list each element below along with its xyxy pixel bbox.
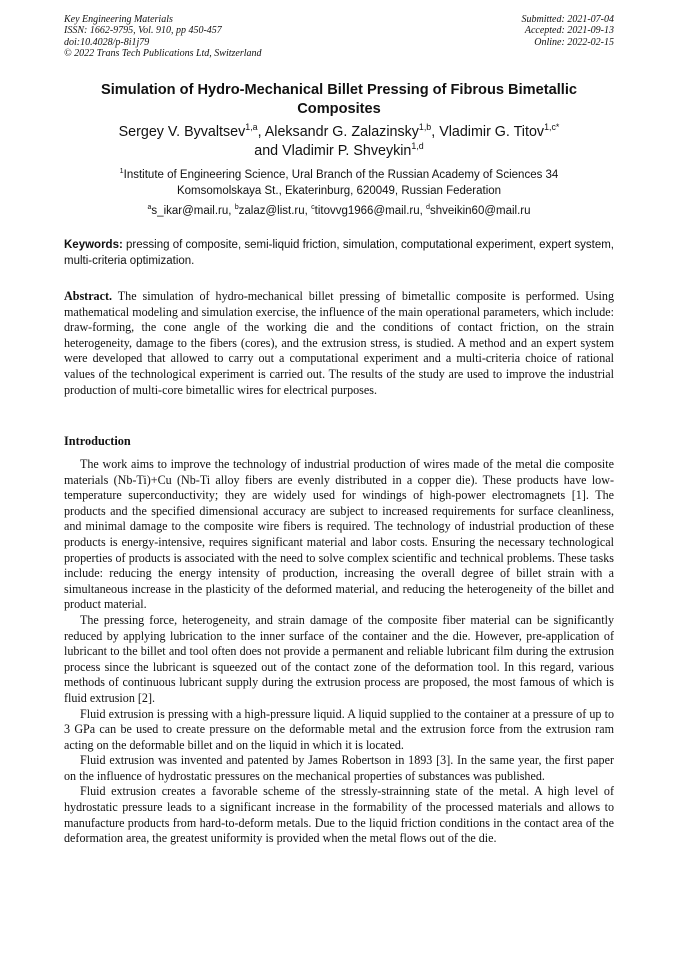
doi: doi:10.4028/p-8i1j79 (64, 36, 150, 48)
abstract-text: The simulation of hydro-mechanical billet pressing of bimetallic composite is performed. Using mathematical modeling and simulation exercise, the influence of the main operational parameters, which include: draw-forming, the cone angle of the working die and the conditions of contact friction, on the strain heterogeneity, damage to the fibers (cores), and the extrusion stress, is studied. A method and an expert system were developed that allowed to carry out a computational experiment and a multi-criteria choice of rational values of the technological experiment is carried out. The results of the study are used to improve the industrial production of multi-core bimetallic wires for electrical purposes. (64, 289, 614, 397)
abstract (64, 289, 614, 398)
affiliation (64, 167, 614, 199)
author-affil-mark: 1,b (418, 122, 432, 133)
paragraph: The work aims to improve the technology of industrial production of wires made of the metal die composite materials (Nb-Ti)+Cu (Nb-Ti alloy fibers are evenly distributed in a copper die). These products have low-temperature superconductivity; they are widely used for windings of high-power electromagnets [1]. The products and the specified dimensional accuracy are subject to increased requirements for surface cleanliness, and minimal damage to the composite wire fibers is required. The technology of industrial production of these products is energy-intensive, requires significant material and labor costs. Ensuring the necessary technological properties of products is associated with the need to solve complex scientific and technical problems. These tasks include: reducing the energy intensity of production, increasing the overall degree of billet strain with a simultaneous increase in the plasticity of the deformed material, and reducing the heterogeneity of the billet and product material. (64, 457, 614, 612)
author-list: Sergey V. Byvaltsev$^{1,a}$, Aleksandr G. Zalazinsky$^{1,b}$, Vladimir G. Titov$^{1,c*}$ and Vladimir P. Shveykin$^{1,d}$ (118, 122, 560, 159)
email-mark: c (311, 203, 315, 212)
journal-name: Key Engineering Materials (64, 14, 173, 25)
paragraph: Fluid extrusion is pressing with a high-pressure liquid. A liquid supplied to the container at a pressure of up to 3 GPa can be used to create pressure on the deformable metal and the extrusion force from the extrusion ram acting on the deformable billet and on the liquid in which it is located. (64, 706, 614, 752)
submitted-date: Submitted: 2021-07-04 (521, 14, 614, 25)
email-address: zalaz@list.ru, (238, 205, 308, 217)
author-conjunction: and (254, 143, 279, 159)
author-name: Vladimir G. Titov (439, 124, 545, 140)
online-date: Online: 2022-02-15 (534, 36, 614, 48)
email-mark: b (234, 203, 239, 212)
paragraph: Fluid extrusion creates a favorable scheme of the stressly-strainning state of the metal. A high level of hydrostatic pressure leads to a significant increase in the formability of the processed materials and allows to manufacture products from hard-to-deform metals. Due to the liquid friction conditions in the contact area of the deformation area, the greatest uniformity is provided when the metal flows out of the die. (64, 784, 614, 846)
email-address: titovvg1966@mail.ru, (314, 205, 423, 217)
author-affil-mark: 1,a (245, 122, 258, 133)
email-mark: a (147, 203, 152, 212)
author-name: Sergey V. Byvaltsev (118, 124, 246, 140)
abstract-label: Abstract. (64, 289, 113, 303)
affiliation-line: Institute of Engineering Science, Ural Branch of the Russian Academy of Sciences 34 (123, 169, 559, 181)
author-affil-mark: 1,c* (544, 122, 560, 133)
keywords-label: Keywords: (64, 239, 123, 251)
email-address: s_ikar@mail.ru, (151, 205, 232, 217)
author-name: Vladimir P. Shveykin (282, 143, 412, 159)
introduction-body (64, 457, 614, 847)
keywords (64, 238, 614, 269)
author-affil-mark: 1,d (411, 141, 424, 152)
paragraph: Fluid extrusion was invented and patented by James Robertson in 1893 [3]. In the same year, the first paper on the influence of hydrostatic pressures on the mechanical properties of substances was published. (64, 753, 614, 783)
introduction-heading: Introduction (64, 434, 131, 448)
affiliation-line: Komsomolskaya St., Ekaterinburg, 620049, Russian Federation (176, 185, 502, 197)
paragraph: The pressing force, heterogeneity, and strain damage of the composite fiber material can be significantly reduced by applying lubrication to the inner surface of the container and the die. However, pre-application of lubricant to the billet and tool often does not provide a permanent and reliable lubricant film during the extrusion process since the lubricant is squeezed out of the contact zone of the deformation tool. In this regard, various methods of continuous lubricant supply during the extrusion process are proposed, the most famous of which is fluid extrusion [2]. (64, 612, 614, 705)
accepted-date: Accepted: 2021-09-13 (524, 25, 614, 37)
paper-title: Simulation of Hydro-Mechanical Billet Pressing of Fibrous Bimetallic Composites (101, 82, 577, 117)
affiliation-mark: 1 (119, 167, 124, 176)
email-mark: d (426, 203, 430, 212)
author-name: Aleksandr G. Zalazinsky (264, 124, 419, 140)
copyright: © 2022 Trans Tech Publications Ltd, Switzerland (64, 47, 262, 59)
journal-info (64, 14, 262, 59)
author-emails (64, 204, 614, 218)
keywords-text: pressing of composite, semi-liquid friction, simulation, computational experiment, expert system, multi-criteria optimization. (64, 239, 614, 267)
dates-info (522, 14, 615, 48)
issn-volume-pages: ISSN: 1662-9795, Vol. 910, pp 450-457 (64, 25, 222, 37)
email-address: shveikin60@mail.ru (430, 205, 531, 217)
